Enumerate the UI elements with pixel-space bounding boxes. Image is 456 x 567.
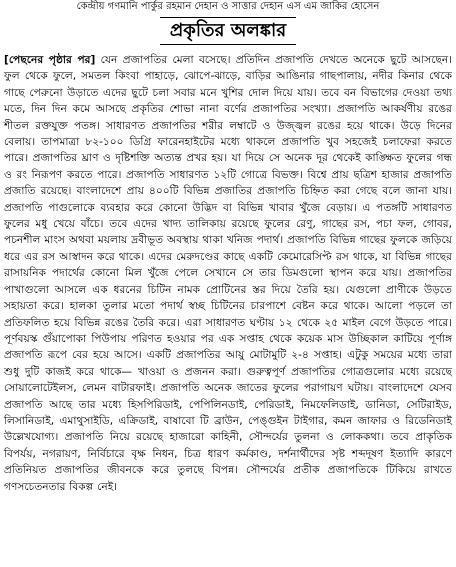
article-text: যেন প্রজাপতির মেলা বসেছে। প্রতিদিন প্রজাপতি দেখতে অনেকে ছুটে আসছেন। ফুল থেকে ফুলে, সমতল কিংবা পাহাড়ে, ঝোপে-ঝাড়ে, বাড়ির আঙিনার গাছপালায়, নদীর কিনার থেকে গাছে পেরুনো উড়াতে এদের ছুটে চলা সবার মনে খুশির দোল দিয়ে যায়। তবে বন বিভাগের দেওয়া তথ্য মতে, দিন দিন কমে আসছে প্রকৃতির শোভা নানা বর্ণের প্রজাপতির সংখ্যা। প্রজাপতি আকর্ষণীয় রঙের শীতল রক্তযুক্ত পতঙ্গ। সাধারণত প্রজাপতির শরীর লম্বাটে ও উজ্জ্বল রঙের হয়ে থাকে। উড়ে দিনের বেলায়। তাপমাত্রা ৮২-১০০ ডিগ্রি ফারেনহাইটের মধ্যে থাকলে প্রজাপতি খুব সহজেই চলাফেরা করতে পারে। প্রজাপতির ঘ্রাণ ও দৃষ্টিশক্তি অত্যন্ত প্রখর হয়। যা দিয়ে সে অনেক দূর থেকেই কাঙ্ক্ষিত ফুলের গন্ধ ও রং নিরূপণ করতে পারে। প্রজাপতি সাধারণত ১২টি গোত্রে বিভক্ত। বিশ্বে প্রায় ছত্রিশ হাজার প্রজাপতি প্রজাতি রয়েছে। বাংলাদেশে প্রায় ৪০০টি বিভিন্ন প্রজাতির প্রজাপতি চিহ্নিত করা গেছে বলে জানা যায়। প্রজাপতি পাগুলোকে ব্যবহার করে কোনো উদ্ভিদ বা বিভিন্ন খাবার খুঁজে বেড়ায়। এ পতঙ্গটি সাধারণত ফুলের মধু খেয়ে বাঁচে। তবে এদের খাদ্য তালিকায় রয়েছে ফুলের রেণু, গাছের রস, পচা ফল, গোবর, পচনশীল মাংস অথবা ময়লায় দ্রবীভূত অবস্থায় থাকা খনিজ পদার্থ। প্রজাপতি বিভিন্ন গাছের ফুলকে জড়িয়ে ধরে এর রস আস্বাদন করে থাকে। এদের মেরুদণ্ডের কাছে একটি কেমোরেসিপ্ট রস থাকে, যা বিভিন্ন গাছের রাসায়নিক পদার্থের কোনো মিল খুঁজে পেলে সেখানে সে তার ডিমগুলো স্থাপন করে যায়। প্রজাপতির পাখাগুলো আসলে এক ধরনের চিটিন নামক প্রোটিনের স্তর দিয়ে তৈরি হয়। যেগুলো প্রাণীকে উড়তে সহায়তা করে। হালকা তুলার মতো পদার্থ স্বচ্ছ চিটিনের চারপাশে বেষ্টন করে থাকে। আলো পড়লে তা প্রতিফলিত হয়ে বিভিন্ন রঙের তৈরি করে। এরা সাধারণত ঘণ্টায় ১২ থেকে ২৫ মাইল বেগে উড়তে পারে। পূর্ণবয়স্ক গুঁয়াপোকা পিউপায় পরিণত হওয়ার পর এক সপ্তাহ থেকে কয়েক মাস উচ্ছিকাল কাটিয়ে পূর্ণাঙ্গ প্রজাপতি রূপে বের হয়ে আসে। একটি প্রজাপতির আয়ু মোটামুটি ২-৪ সপ্তাহ। এটুকু সময়ের মধ্যে তারা শুধু দুটি কাজই করে থাকে— খাওয়া ও প্রজনন করা। গুরুত্বপূর্ণ প্রজাপতির গোত্রগুলোর মধ্যে রয়েছে সোয়ালোটেইলস, লেমন বাটারফাই। প্রজাপতি অনেক জাতের ফুলের পরাগায়ণ ঘটায়। বাংলাদেশে যেসব প্রজাপতি আছে তার মধ্যে হিসপিরিডাই, পেপিলিনডাই, পেরিডাই, নিমফেলিডাই, ডানিডা, সেটিরাইড, লিসানিডাই, এমাথুসাইডি, এক্রিডাই, বাষাবো টি ব্রাউন, পেঙ্গুইন টাইগার, কমন জাফার ও রিডেনিডাই উল্লেখযোগ্য। প্রজাপতি নিয়ে রয়েছে হাজারো কাহিনী, সৌন্দর্যের তুলনা ও লোককথা। তবে প্রাকৃতিক বিপর্যয়, নগরায়ণ, নির্বিচারে বৃক্ষ নিধন, চিত্র ধারণ কর্মকাণ্ড, দর্শনার্থীদের সৃষ্ট শব্দদূষণ ইত্যাদি কারণে প্রতিনিয়ত প্রজাপতির জীবনকে করে তুলছে বিপন্ন। সৌন্দর্যের প্রতীক প্রজাপতিকে টিকিয়ে রাখতে গণসচেতনতার বিকল্প নেই। (4, 54, 453, 493)
continuation-tag: [পেছনের পৃষ্ঠার পর] (4, 54, 96, 66)
cut-off-header-line: কেন্দ্রীয় গণমানি পার্কুর রহমান দেহান ও সাত্তার দেহান এস এম জাকির হোসেন (76, 1, 380, 12)
title-wrapper (4, 16, 452, 46)
article-body (4, 52, 452, 495)
article-title: প্রকৃতির অলঙ্কার (160, 17, 296, 45)
